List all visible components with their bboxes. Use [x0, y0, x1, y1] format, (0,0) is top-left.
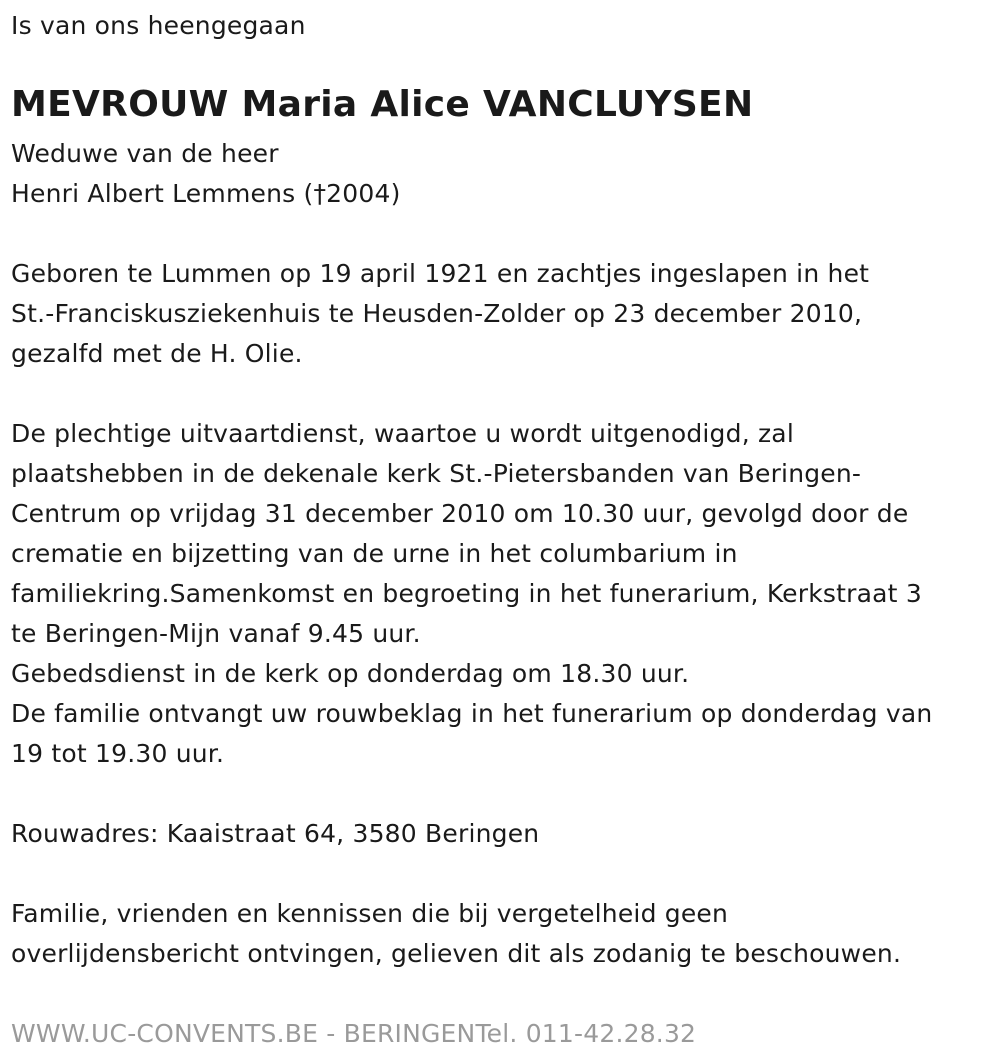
service-line: De familie ontvangt uw rouwbeklag in het funerarium op donderdag van — [11, 699, 933, 728]
service-line: Gebedsdienst in de kerk op donderdag om 18.30 uur. — [11, 659, 690, 688]
family-line: Familie, vrienden en kennissen die bij vergetelheid geen — [11, 899, 729, 928]
widow-line: Henri Albert Lemmens (†2004) — [11, 179, 401, 208]
birth-line: gezalfd met de H. Olie. — [11, 339, 303, 368]
birth-line: St.-Franciskusziekenhuis te Heusden-Zolder op 23 december 2010, — [11, 299, 863, 328]
family-line: overlijdensbericht ontvingen, gelieven dit als zodanig te beschouwen. — [11, 939, 902, 968]
birth-line: Geboren te Lummen op 19 april 1921 en zachtjes ingeslapen in het — [11, 259, 870, 288]
service-line: Centrum op vrijdag 31 december 2010 om 10.30 uur, gevolgd door de — [11, 499, 909, 528]
service-line: De plechtige uitvaartdienst, waartoe u wordt uitgenodigd, zal — [11, 419, 794, 448]
widow-line: Weduwe van de heer — [11, 139, 279, 168]
address-line: Rouwadres: Kaaistraat 64, 3580 Beringen — [11, 819, 540, 848]
funeral-service-info — [11, 414, 932, 774]
intro-text: Is van ons heengegaan — [11, 11, 306, 40]
birth-death-info — [11, 254, 869, 374]
footer-contact: WWW.UC-CONVENTS.BE - BERINGENTel. 011-42.28.32 — [11, 1019, 697, 1048]
service-line: 19 tot 19.30 uur. — [11, 739, 225, 768]
service-line: te Beringen-Mijn vanaf 9.45 uur. — [11, 619, 421, 648]
service-line: familiekring.Samenkomst en begroeting in het funerarium, Kerkstraat 3 — [11, 579, 922, 608]
deceased-name: MEVROUW Maria Alice VANCLUYSEN — [11, 84, 754, 125]
family-note — [11, 894, 901, 974]
mourning-address — [11, 814, 539, 854]
service-line: crematie en bijzetting van de urne in het columbarium in — [11, 539, 738, 568]
widow-info — [11, 134, 401, 214]
service-line: plaatshebben in de dekenale kerk St.-Pietersbanden van Beringen- — [11, 459, 862, 488]
